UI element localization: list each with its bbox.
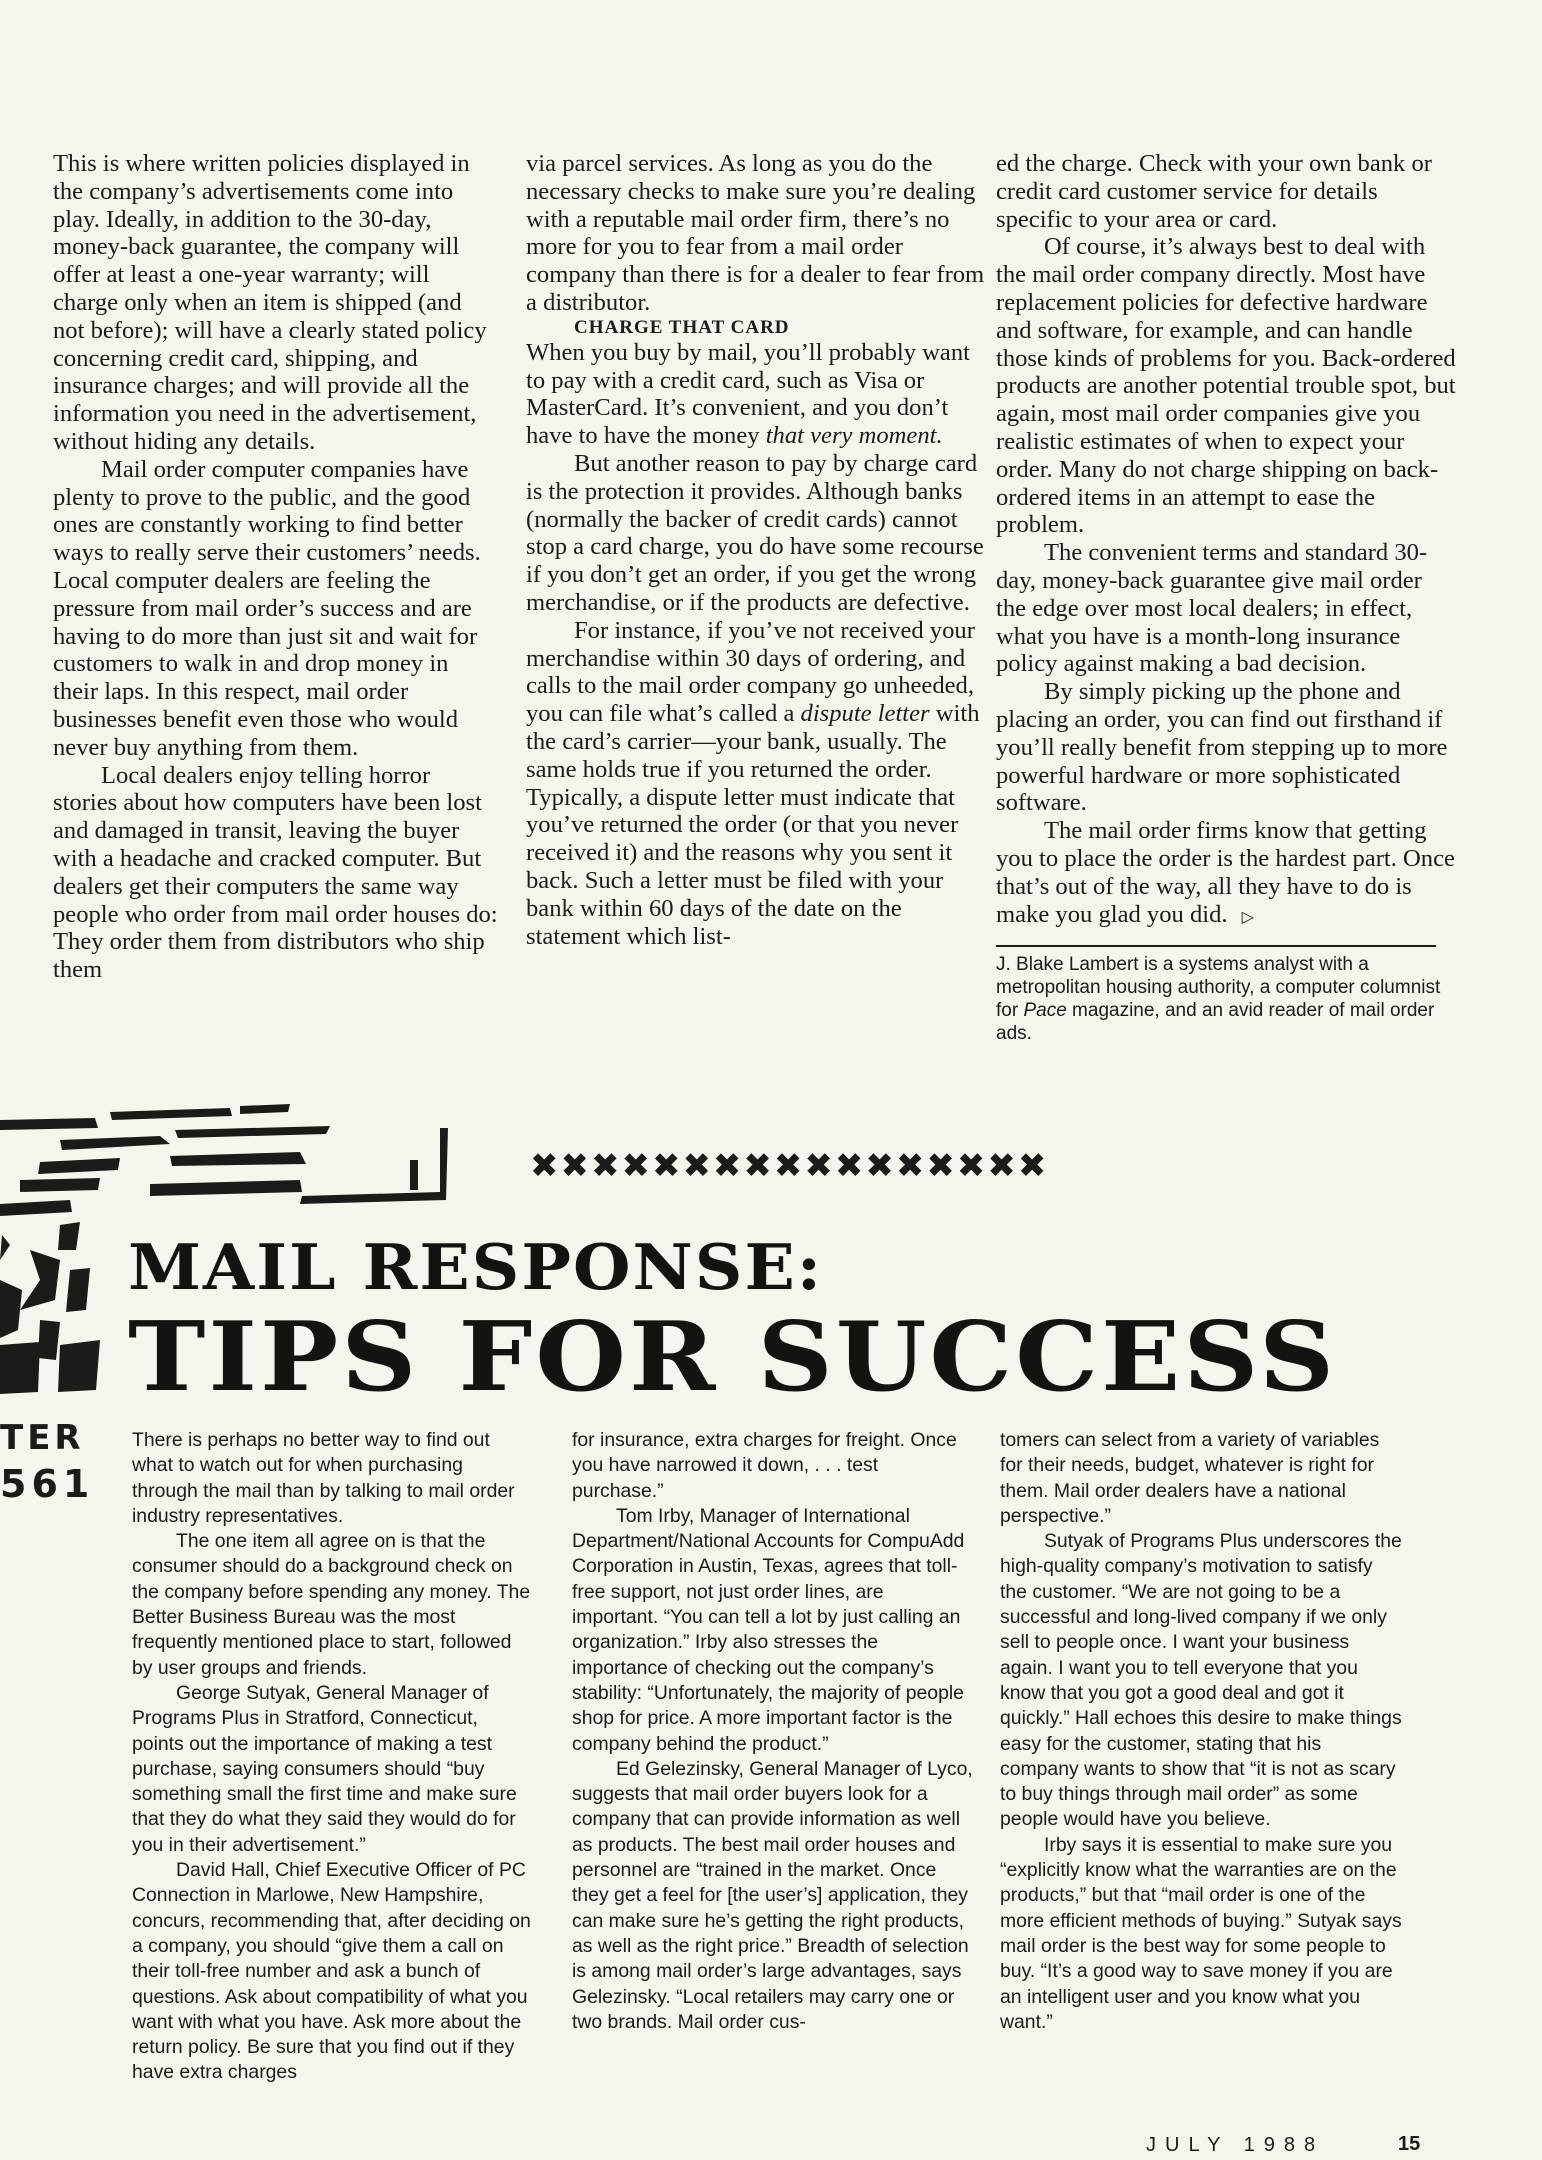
sidebar-column-3 <box>1000 1428 1402 2035</box>
paragraph: The convenient terms and standard 30-day, money-back guarantee give mail order the edge over most local dealers; in effect, what you have is a month-long insurance policy against making a bad decision. <box>996 539 1428 678</box>
bio-text: magazine, and an avid reader of mail order ads. <box>996 1000 1435 1045</box>
paragraph: Sutyak of Programs Plus underscores the high-quality company’s motivation to satisfy the customer. “We are not going to be a successful and long-lived company if we only sell to people once. I want your business again. I want you to tell everyone that you know that you got a good deal and got it quickly.” Hall echoes this desire to make things easy for the customer, stating that his company wants to show that “it is not as scary to buy things through mail order” as some people would have you believe. <box>1000 1530 1402 1831</box>
author-bio <box>996 953 1456 1045</box>
paragraph: By simply picking up the phone and placing an order, you can find out firsthand if you’ll really benefit from stepping up to more powerful hardware or more sophisticated software. <box>996 678 1448 817</box>
paragraph: Tom Irby, Manager of International Department/National Accounts for CompuAdd Corporation in Austin, Texas, agrees that toll-free support, not just order lines, are important. “You can tell a lot by just calling an organization.” Irby also stresses the importance of checking out the company’s stability: “Unfortunately, the majority of people shop for price. A more important factor is the company behind the product.” <box>572 1504 965 1755</box>
paragraph-text: When you buy by mail, you’ll probably want to pay with a credit card, such as Visa or MasterCard. It’s convenient, and you don’t have to have the money <box>526 338 970 450</box>
sidebar-headline-line-1: MAIL RESPONSE: <box>128 1230 824 1305</box>
paragraph: David Hall, Chief Executive Officer of PC Connection in Marlowe, New Hampshire, concurs, recommending that, after deciding on a company, you should “give them a call on their toll-free number and ask a bunch of questions. Ask about compatibility of what you want with what you have. Ask more about the return policy. Be sure that you find out if they have extra charges <box>132 1859 531 2084</box>
sidebar-headline-line-2: TIPS FOR SUCCESS <box>128 1300 1338 1414</box>
article-column-1 <box>53 150 498 984</box>
paragraph: Irby says it is essential to make sure you “explicitly know what the warranties are on the products,” but that “mail order is one of the more efficient methods of buying.” Sutyak says mail order is the best way for some people to buy. “It’s a good way to save money if you are an intelligent user and you know what you want.” <box>1000 1833 1402 2033</box>
issue-date: JULY 1988 <box>1146 2134 1325 2156</box>
paragraph: This is where written policies displayed in the company’s advertisements come into play. Ideally, in addition to the 30-day, money-back guarantee, the company will offer at least a one-year warranty; will charge only when an item is shipped (and not before); will have a clearly stated policy concerning credit card, shipping, and insurance charges; and will provide all the information you need in the advertisement, without hiding any details. <box>53 150 487 455</box>
article-column-3 <box>996 150 1456 1045</box>
paragraph: for insurance, extra charges for freight. Once you have narrowed it down, . . . test purchase.” <box>572 1429 957 1502</box>
paragraph-text: with the card’s carrier—your bank, usually. The same holds true if you returned the order. Typically, a dispute letter must indicate that you’ve returned the order (or that you never received it) and the reasons why you sent it back. Such a letter must be filed with your bank within 60 days of the date on the statement which list- <box>526 700 980 950</box>
paragraph <box>996 817 1456 931</box>
emphasis-text: dispute letter <box>800 700 930 728</box>
bio-text: J. Blake Lambert is a systems analyst with a metropolitan housing authority, a computer columnist for <box>996 954 1441 1022</box>
paragraph: via parcel services. As long as you do the necessary checks to make sure you’re dealing with a reputable mail order firm, there’s no more for you to fear from a mail order company than there is for a dealer to fear from a distributor. <box>526 150 985 316</box>
paragraph: Local dealers enjoy telling horror stories about how computers have been lost and damaged in transit, leaving the buyer with a headache and cracked computer. But dealers get their computers the same way people who order from mail order houses do: They order them from distributors who ship them <box>53 761 498 984</box>
paragraph: Of course, it’s always best to deal with the mail order company directly. Most have replacement policies for defective hardware and software, for example, and can handle those kinds of problems for you. Back-ordered products are another potential trouble spot, but again, most mail order companies give you realistic estimates of when to expect your order. Many do not charge shipping on back-ordered items in an attempt to ease the problem. <box>996 233 1456 539</box>
paragraph: ed the charge. Check with your own bank or credit card customer service for details specific to your area or card. <box>996 150 1432 233</box>
stamp-decoration-text: TER <box>0 1418 85 1458</box>
paragraph <box>526 617 986 951</box>
paragraph-text: For instance, if you’ve not received your merchandise within 30 days of ordering, and calls to the mail order company go unheeded, you can file what’s called a <box>526 616 975 728</box>
page-number: 15 <box>1398 2133 1421 2155</box>
paragraph: Ed Gelezinsky, General Manager of Lyco, suggests that mail order buyers look for a company that can provide information as well as products. The best mail order houses and personnel are “trained in the market. Once they get a feel for [the user’s] application, they can make sure he’s getting the right products, as well as the right price.” Breadth of selection is among mail order’s large advantages, says Gelezinsky. “Local retailers may carry one or two brands. Mail order cus- <box>572 1757 973 2033</box>
paragraph: But another reason to pay by charge card is the protection it provides. Although banks (normally the backer of credit cards) cannot stop a card charge, you do have some recourse if you don’t get an order, if you get the wrong merchandise, or if the products are defective. <box>526 449 984 616</box>
paragraph: The one item all agree on is that the consumer should do a background check on the company before spending any money. The Better Business Bureau was the most frequently mentioned place to start, followed by user groups and friends. <box>132 1530 531 1679</box>
sidebar-column-1 <box>132 1428 534 2086</box>
ornament-row: ✖✖✖✖✖✖✖✖✖✖✖✖✖✖✖✖✖ <box>530 1148 1049 1185</box>
paragraph: tomers can select from a variety of variables for their needs, budget, whatever is right for them. Mail order dealers have a national perspective.” <box>1000 1429 1380 1527</box>
paragraph: George Sutyak, General Manager of Programs Plus in Stratford, Connecticut, points out the importance of making a test purchase, saying consumers should “buy something small the first time and make sure that they do what they said they would do for you in their advertisement.” <box>132 1681 517 1856</box>
paragraph <box>526 339 986 450</box>
paragraph-text: The mail order firms know that getting you to place the order is the hardest part. Once that’s out of the way, all they have to do is make you glad you did. <box>996 817 1455 928</box>
bio-emphasis: Pace <box>1023 1000 1067 1022</box>
stamp-decoration-text: 561 <box>0 1462 95 1506</box>
sidebar-column-2 <box>572 1428 974 2035</box>
article-column-2 <box>526 150 986 950</box>
paragraph: Mail order computer companies have plenty to prove to the public, and the good ones are constantly working to find better ways to really serve their customers’ needs. Local computer dealers are feeling the pressure from mail order’s success and are having to do more than just sit and wait for customers to walk in and drop money in their laps. In this respect, mail order businesses benefit even those who would never buy anything from them. <box>53 455 481 761</box>
bio-divider <box>996 945 1436 947</box>
emphasis-text: that very moment. <box>765 422 943 450</box>
section-subhead: CHARGE THAT CARD <box>574 316 790 338</box>
end-of-article-icon: ▷ <box>1241 908 1254 926</box>
paragraph: There is perhaps no better way to find out what to watch out for when purchasing through the mail than by talking to mail order industry representatives. <box>132 1429 515 1527</box>
